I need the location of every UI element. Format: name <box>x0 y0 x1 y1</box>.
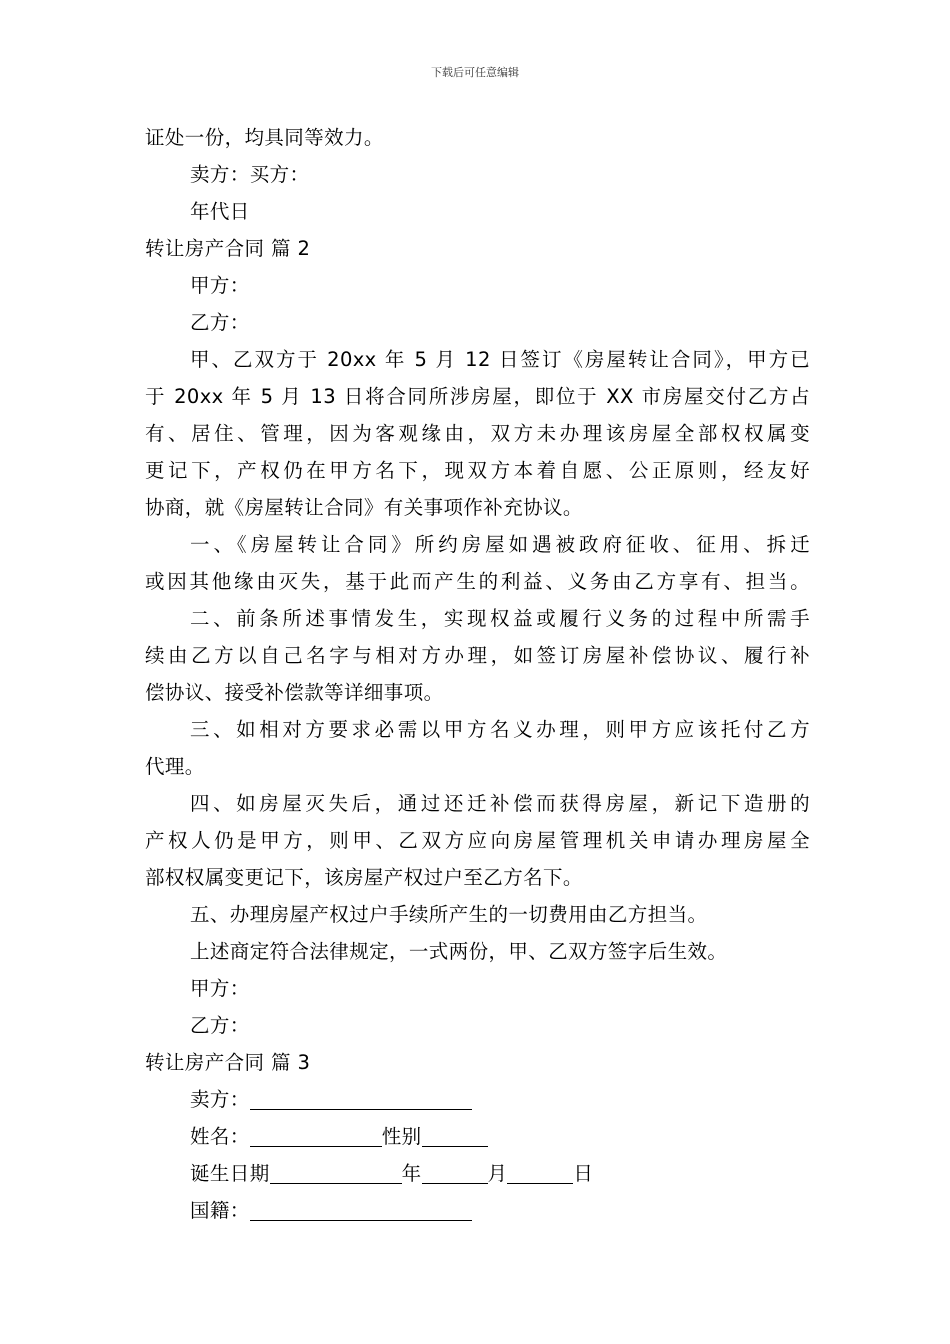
gender-blank[interactable] <box>422 1124 488 1147</box>
year-label: 年 <box>401 1162 422 1185</box>
name-gender-field <box>145 1118 810 1155</box>
gender-label: 性别 <box>381 1125 422 1148</box>
text-line: 甲方： <box>190 274 250 297</box>
text-line: 协商，就《房屋转让合同》有关事项作补充协议。 <box>145 496 583 519</box>
month-label: 月 <box>487 1162 508 1185</box>
section-title: 转让房产合同 篇 3 <box>145 1051 311 1074</box>
page-header: 下载后可任意编辑 <box>431 66 519 79</box>
text-line: 更记下，产权仍在甲方名下，现双方本着自愿、公正原则，经友好 <box>145 459 810 482</box>
birth-day-blank[interactable] <box>507 1161 573 1184</box>
text-line: 续由乙方以自己名字与相对方办理，如签订房屋补偿协议、履行补 <box>145 644 810 667</box>
text-line: 三、如相对方要求必需以甲方名义办理，则甲方应该托付乙方 <box>190 718 810 741</box>
text-line: 有、居住、管理，因为客观缘由，双方未办理该房屋全部权权属变 <box>145 422 810 445</box>
nationality-field <box>145 1192 810 1229</box>
name-blank[interactable] <box>250 1124 382 1147</box>
seller-blank[interactable] <box>250 1087 472 1110</box>
birth-month-blank[interactable] <box>422 1161 488 1184</box>
birth-year-blank[interactable] <box>270 1161 402 1184</box>
seller-field <box>145 1081 810 1118</box>
text-line: 或因其他缘由灭失，基于此而产生的利益、义务由乙方享有、担当。 <box>145 570 810 593</box>
text-line: 五、办理房屋产权过户手续所产生的一切费用由乙方担当。 <box>190 903 708 926</box>
section-title: 转让房产合同 篇 2 <box>145 237 311 260</box>
text-line: 甲方： <box>190 977 250 1000</box>
text-line: 乙方： <box>190 311 250 334</box>
text-line: 甲、乙双方于 20xx 年 5 月 12 日签订《房屋转让合同》，甲方已 <box>190 348 810 371</box>
birth-label: 诞生日期 <box>190 1162 270 1185</box>
text-line: 一、《房屋转让合同》所约房屋如遇被政府征收、征用、拆迁 <box>190 533 810 556</box>
document-body <box>145 119 810 1229</box>
text-line: 偿协议、接受补偿款等详细事项。 <box>145 681 444 704</box>
name-label: 姓名： <box>190 1125 250 1148</box>
text-line: 代理。 <box>145 755 205 778</box>
text-line: 上述商定符合法律规定，一式两份，甲、乙双方签字后生效。 <box>190 940 728 963</box>
text-line: 产权人仍是甲方，则甲、乙双方应向房屋管理机关申请办理房屋全 <box>145 829 810 852</box>
text-line: 四、如房屋灭失后，通过还迁补偿而获得房屋，新记下造册的 <box>190 792 810 815</box>
day-label: 日 <box>573 1162 594 1185</box>
nationality-label: 国籍： <box>190 1199 250 1222</box>
birth-date-field <box>145 1155 810 1192</box>
text-line: 年代日 <box>190 200 250 223</box>
text-line: 证处一份，均具同等效力。 <box>145 126 384 149</box>
text-line: 二、前条所述事情发生，实现权益或履行义务的过程中所需手 <box>190 607 810 630</box>
seller-label: 卖方： <box>190 1088 250 1111</box>
text-line: 于 20xx 年 5 月 13 日将合同所涉房屋，即位于 XX 市房屋交付乙方占 <box>145 385 810 408</box>
nationality-blank[interactable] <box>250 1198 472 1221</box>
text-line: 部权权属变更记下，该房屋产权过户至乙方名下。 <box>145 866 583 889</box>
text-line: 乙方： <box>190 1014 250 1037</box>
text-line: 卖方：买方： <box>190 163 310 186</box>
